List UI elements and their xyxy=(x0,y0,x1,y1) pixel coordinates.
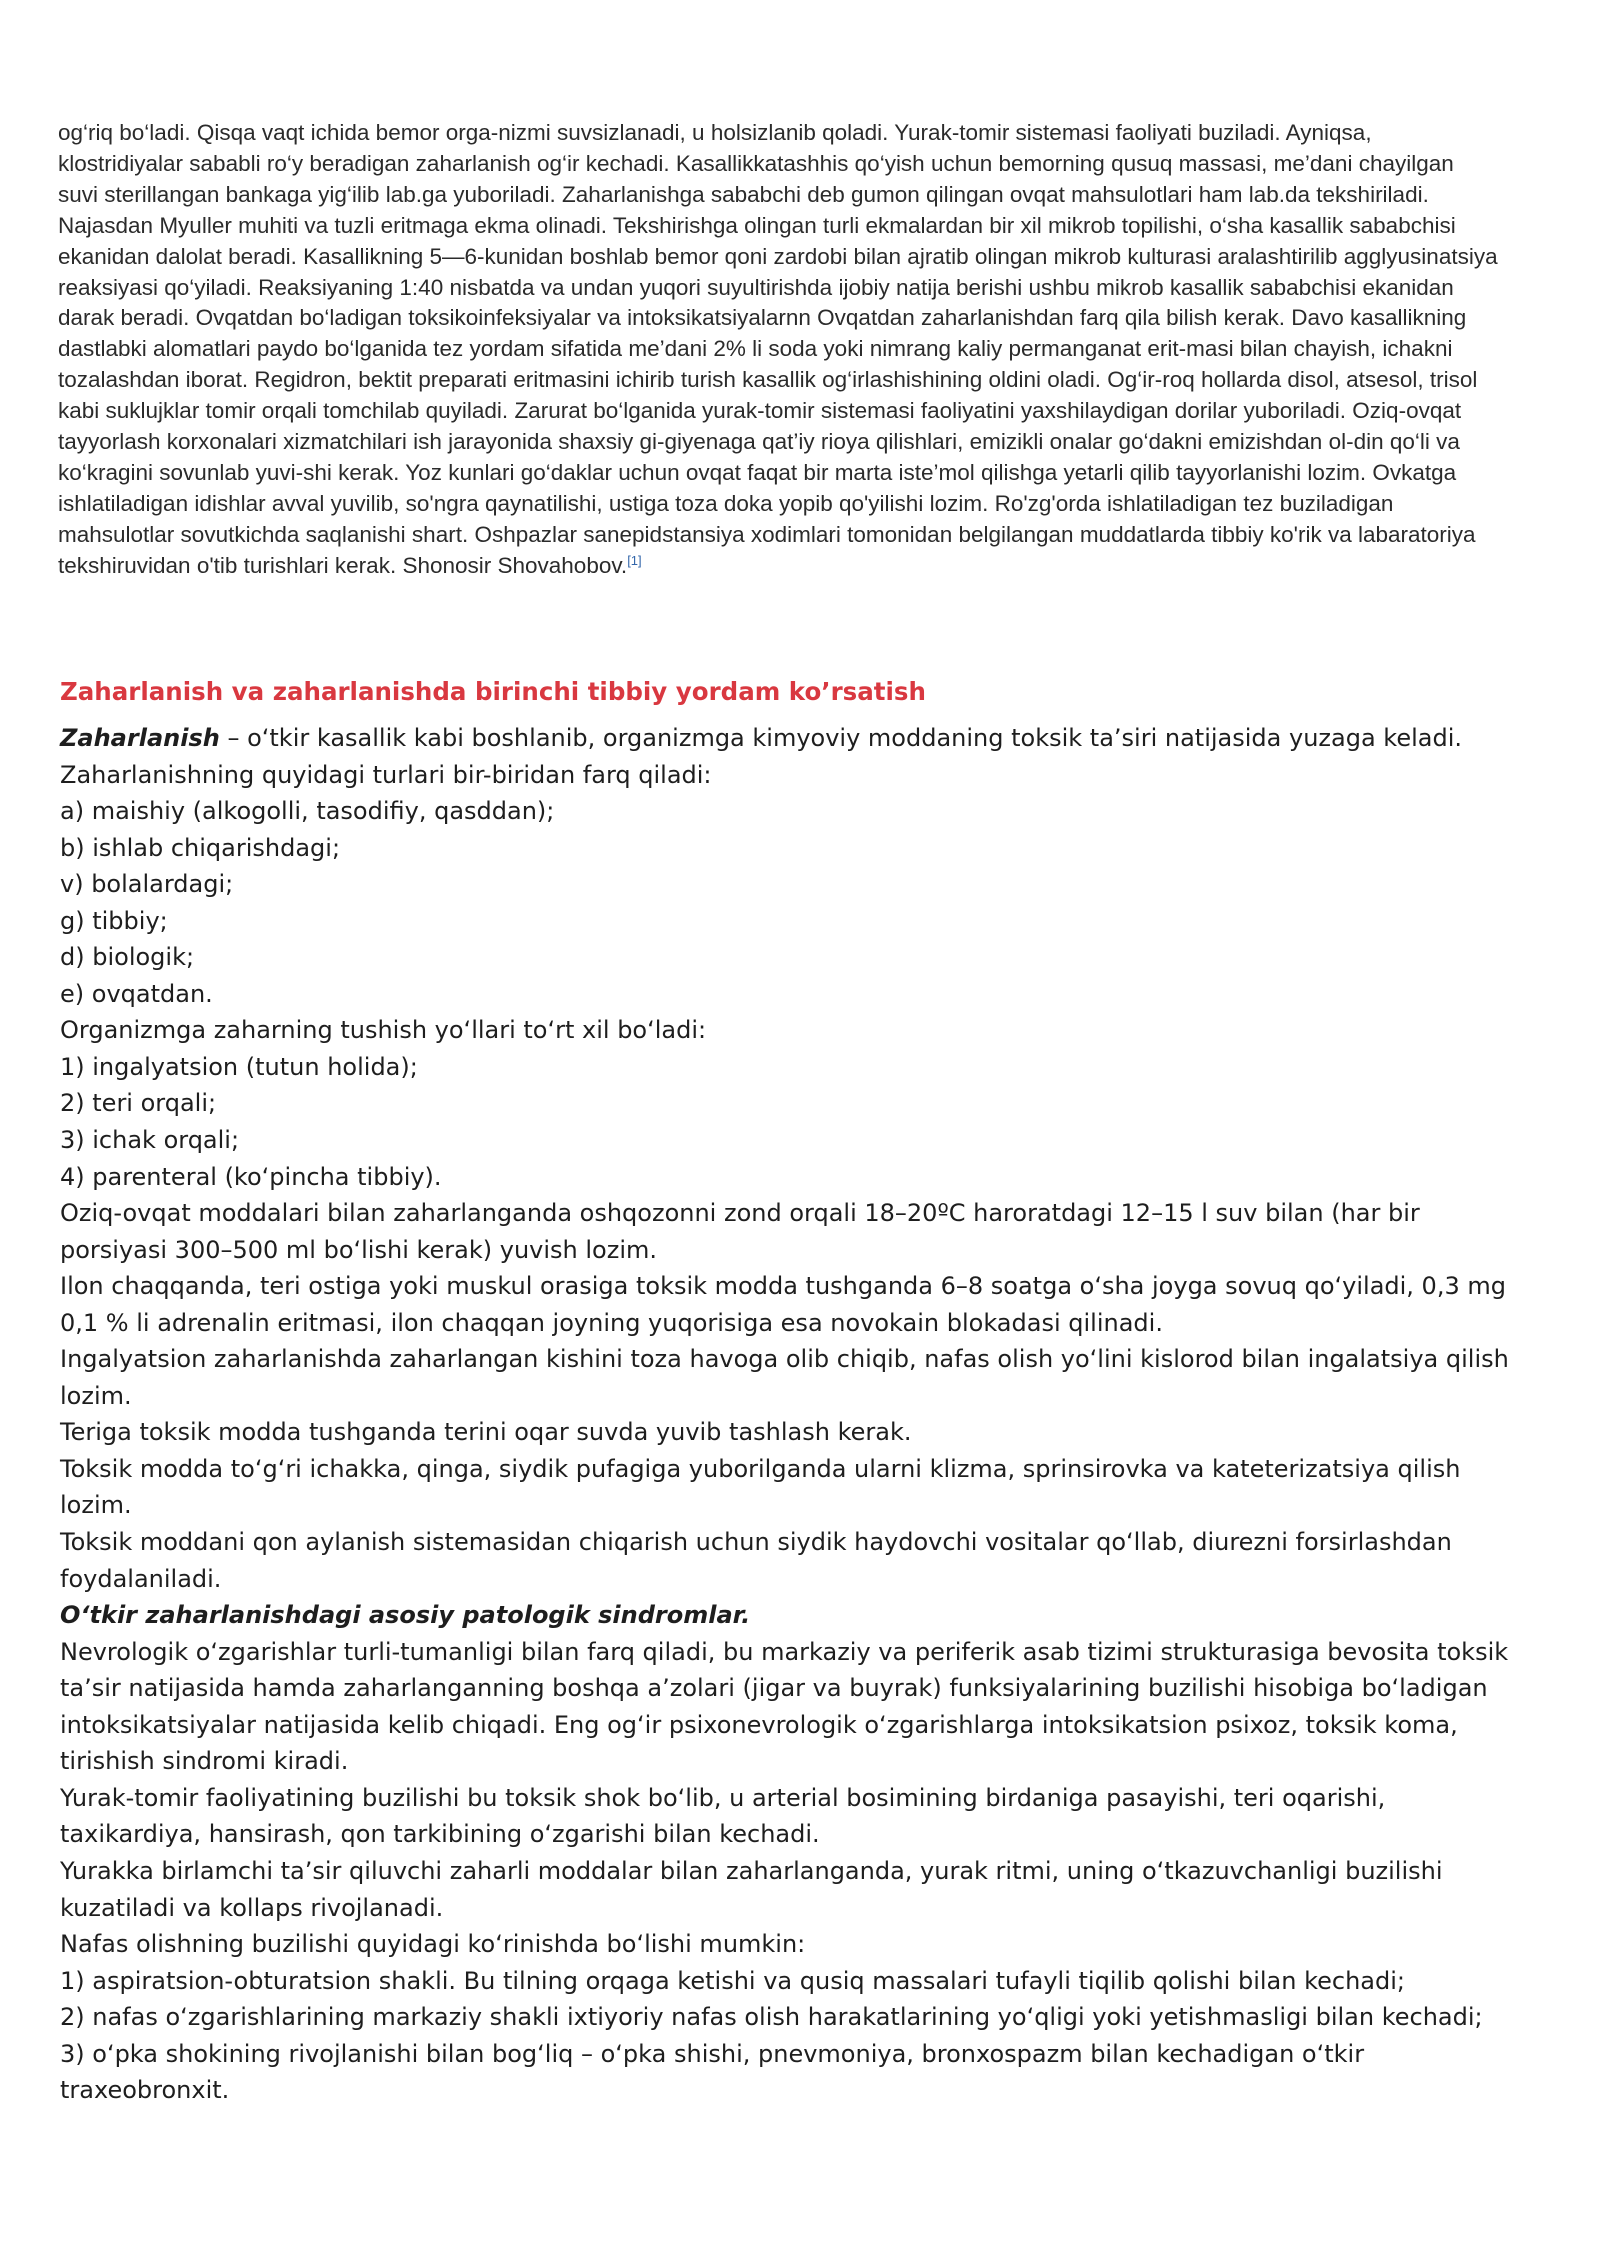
syndromes-subheading: O‘tkir zaharlanishdagi asosiy patologik sindromlar. xyxy=(60,1601,751,1630)
section-heading: Zaharlanish va zaharlanishda birinchi tibbiy yordam ko’rsatish xyxy=(60,677,926,706)
definition-term: Zaharlanish xyxy=(60,724,220,752)
treatment-paragraph: Teriga toksik modda tushganda terini oqar suvda yuvib tashlash kerak. xyxy=(60,1418,912,1447)
list-item: b) ishlab chiqarishdagi; xyxy=(60,833,341,862)
list-item: 2) teri orqali; xyxy=(60,1089,217,1118)
intro-text: og‘riq bo‘ladi. Qisqa vaqt ichida bemor orga-nizmi suvsizlanadi, u holsizlanib qoladi. Yurak-tomir sistemasi faoliyati buziladi. Ayniqsa, klostridiyalar sababli ro‘y beradigan zaharlanish og‘ir kechadi. Kasallikkatashhis qo‘yish uchun bemorning qusuq massasi, me’dani chayilgan suvi sterillangan bankaga yig‘ilib lab.ga yuboriladi. Zaharlanishga sababchi deb gumon qilingan ovqat mahsulotlari ham lab.da tekshiriladi. Najasdan Myuller muhiti va tuzli eritmaga ekma olinadi. Tekshirishga olingan turli ekmalardan bir xil mikrob topilishi, o‘sha kasallik sababchisi ekanidan dalolat beradi. Kasallikning 5—6-kunidan boshlab bemor qoni zardobi bilan ajratib olingan mikrob kulturasi aralashtirilib agglyusinatsiya reaksiyasi qo‘yiladi. Reaksiyaning 1:40 nisbatda va undan yuqori suyultirishda ijobiy natija berishi ushbu mikrob kasallik sababchisi ekanidan darak beradi. Ovqatdan bo‘ladigan toksikoinfeksiyalar va intoksikatsiyalarnn Ovqatdan zaharlanishdan farq qila bilish kerak. Davo kasallikning dastlabki alomatlari paydo bo‘lganida tez yordam sifatida me’dani 2% li soda yoki nimrang kaliy permanganat erit-masi bilan chayish, ichakni tozalashdan iborat. Regidron, bektit preparati eritmasini ichirib turish kasallik og‘irlashishining oldini oladi. Og‘ir-roq hollarda disol, atsesol, trisol kabi suklujklar tomir orqali tomchilab quyiladi. Zarurat bo‘lganida yurak-tomir sistemasi faoliyatini yaxshilaydigan dorilar yuboriladi. Oziq-ovqat tayyorlash korxonalari xizmatchilari ish jarayonida shaxsiy gi-giyenaga qat’iy rioya qilishlari, emizikli onalar go‘dakni emizishdan ol-din qo‘li va ko‘kragini sovunlab yuvi-shi kerak. Yoz kunlari go‘daklar uchun ovqat faqat bir marta iste’mol qilishga yetarli qilib tayyorlanishi lozim. Ovkatga ishlatiladigan idishlar avval yuvilib, so'ngra qaynatilishi, ustiga toza doka yopib qo'yilishi lozim. Ro'zg'orda ishlatiladigan tez buziladigan mahsulotlar sovutkichda saqlanishi shart. Oshpazlar sanepidstansiya xodimlari tomonidan belgilangan muddatlarda tibbiy ko'rik va labaratoriya tekshiruvidan o'tib turishlari kerak. Shonosir Shovahobov. xyxy=(58,120,1498,578)
list-item: d) biologik; xyxy=(60,943,195,972)
treatment-paragraph: Oziq-ovqat moddalari bilan zaharlanganda oshqozonni zond orqali 18–20ºC haroratdagi 12–15 l suv bilan (har bir porsiyasi 300–500 ml bo‘lishi kerak) yuvish lozim. xyxy=(60,1199,1420,1264)
treatment-paragraph: Ilon chaqqanda, teri ostiga yoki muskul orasiga toksik modda tushganda 6–8 soatga o‘sha joyga sovuq qo‘yiladi, 0,3 mg 0,1 % li adrenalin eritmasi, ilon chaqqan joyning yuqorisiga esa novokain blokadasi qilinadi. xyxy=(60,1272,1506,1337)
list-item: 2) nafas o‘zgarishlarining markaziy shakli ixtiyoriy nafas olish harakatlarining yo‘qligi yoki yetishmasligi bilan kechadi; xyxy=(60,2003,1483,2032)
section-body xyxy=(60,720,1510,2109)
list-item: 4) parenteral (ko‘pincha tibbiy). xyxy=(60,1162,442,1191)
list-item: v) bolalardagi; xyxy=(60,870,234,899)
syndrome-paragraph: Yurak-tomir faoliyatining buzilishi bu toksik shok bo‘lib, u arterial bosimining birdaniga pasayishi, teri oqarishi, taxikardiya, hansirash, qon tarkibining o‘zgarishi bilan kechadi. xyxy=(60,1783,1386,1849)
syndrome-paragraph: Nafas olishning buzilishi quyidagi ko‘rinishda bo‘lishi mumkin: xyxy=(60,1930,806,1959)
list-item: 1) ingalyatsion (tutun holida); xyxy=(60,1052,418,1081)
footnote-link[interactable]: [1] xyxy=(627,552,642,568)
list-item: 1) aspiratsion-obturatsion shakli. Bu tilning orqaga ketishi va qusiq massalari tufayli tiqilib qolishi bilan kechadi; xyxy=(60,1966,1405,1995)
syndrome-paragraph: Nevrologik o‘zgarishlar turli-tumanligi bilan farq qiladi, bu markaziy va periferik asab tizimi strukturasiga bevosita toksik ta’sir natijasida hamda zaharlanganning boshqa a’zolari (jigar va buyrak) funksiyalarining buzilishi hisobiga bo‘ladigan intoksikatsiyalar natijasida kelib chiqadi. Eng og‘ir psixonevrologik o‘zgarishlarga intoksikatsion psixoz, toksik koma, tirishish sindromi kiradi. xyxy=(60,1637,1509,1776)
syndrome-paragraph: Yurakka birlamchi ta’sir qiluvchi zaharli moddalar bilan zaharlanganda, yurak ritmi, uning o‘tkazuvchanligi buzilishi kuzatiladi va kollaps rivojlanadi. xyxy=(60,1856,1443,1922)
list-item: g) tibbiy; xyxy=(60,906,168,935)
list-item: e) ovqatdan. xyxy=(60,979,213,1008)
definition-text: – o‘tkir kasallik kabi boshlanib, organizmga kimyoviy moddaning toksik ta’siri natijasida yuzaga keladi. xyxy=(219,724,1463,752)
list-item: a) maishiy (alkogolli, tasodifiy, qasddan); xyxy=(60,797,555,826)
list-item: 3) o‘pka shokining rivojlanishi bilan bog‘liq – o‘pka shishi, pnevmoniya, bronxospazm bilan kechadigan o‘tkir traxeobronxit. xyxy=(60,2039,1365,2105)
list-item: 3) ichak orqali; xyxy=(60,1126,240,1155)
routes-intro: Organizmga zaharning tushish yo‘llari to‘rt xil bo‘ladi: xyxy=(60,1016,707,1045)
types-intro: Zaharlanishning quyidagi turlari bir-biridan farq qiladi: xyxy=(60,760,712,789)
treatment-paragraph: Ingalyatsion zaharlanishda zaharlangan kishini toza havoga olib chiqib, nafas olish yo‘lini kislorod bilan ingalatsiya qilish lozim. xyxy=(60,1345,1509,1410)
definition-paragraph xyxy=(60,720,1510,757)
treatment-paragraph: Toksik moddani qon aylanish sistemasidan chiqarish uchun siydik haydovchi vositalar qo‘llab, diurezni forsirlashdan foydalaniladi. xyxy=(60,1528,1452,1593)
intro-paragraph xyxy=(58,118,1500,582)
treatment-paragraph: Toksik modda to‘g‘ri ichakka, qinga, siydik pufagiga yuborilganda ularni klizma, sprinsirovka va kateterizatsiya qilish lozim. xyxy=(60,1454,1461,1520)
